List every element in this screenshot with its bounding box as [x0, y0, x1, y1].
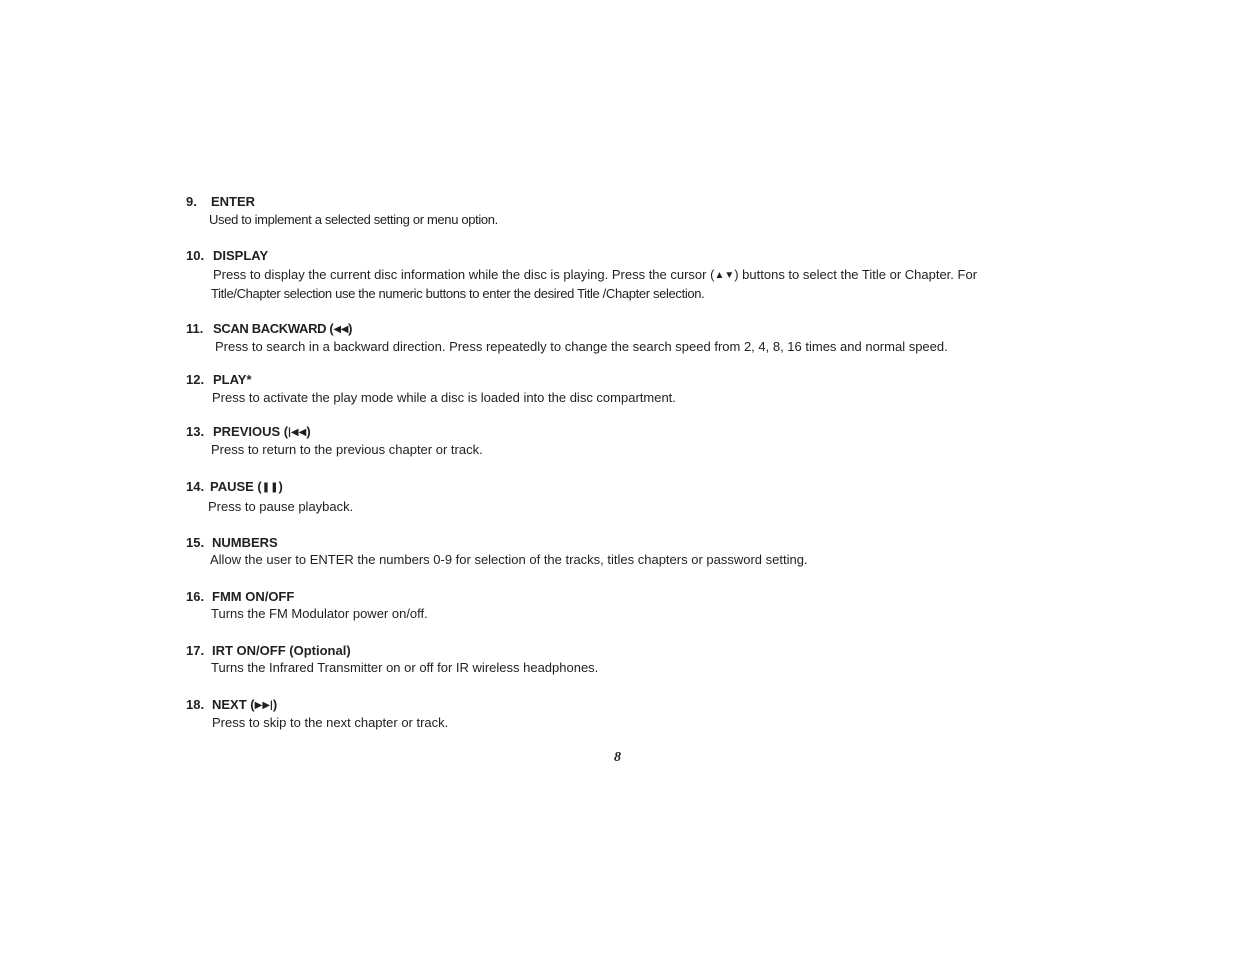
item-title: PREVIOUS ( [213, 424, 289, 439]
item-number: 17. [186, 643, 205, 658]
desc-text: Press to display the current disc information while the disc is playing. Press the cursor ( [213, 267, 715, 282]
pause-icon: ❚❚ [261, 482, 279, 493]
item-description: Press to skip to the next chapter or track. [212, 715, 449, 730]
item-number: 18. [186, 697, 205, 712]
item-title: NEXT ( [212, 697, 255, 712]
list-item-scan-backward [186, 320, 1066, 356]
item-description: Allow the user to ENTER the numbers 0-9 for selection of the tracks, titles chapters or password setting. [210, 552, 808, 567]
item-description: Turns the Infrared Transmitter on or off for IR wireless headphones. [211, 660, 599, 675]
item-number: 9. [186, 194, 197, 209]
item-title: NUMBERS [212, 535, 278, 550]
item-description: Press to return to the previous chapter or track. [211, 442, 483, 457]
item-heading [186, 642, 1066, 659]
item-title: SCAN BACKWARD ( [213, 321, 334, 336]
item-number: 14. [186, 479, 205, 494]
item-heading [186, 423, 1066, 441]
item-title: PAUSE ( [210, 479, 262, 494]
item-description: Press to search in a backward direction. Press repeatedly to change the search speed from 2, 4, 8, 16 times and normal speed. [215, 339, 948, 354]
item-title: IRT ON/OFF (Optional) [212, 643, 351, 658]
list-item-enter [186, 193, 1066, 229]
item-heading [186, 320, 1066, 338]
item-heading [186, 696, 1066, 714]
rewind-icon: ◀◀ [333, 324, 349, 335]
item-heading [186, 247, 1066, 264]
title-end: ) [348, 321, 353, 336]
item-title: DISPLAY [213, 248, 269, 263]
list-item-fmm-on-off [186, 588, 1066, 623]
item-heading [186, 193, 1066, 210]
list-item-display [186, 247, 1066, 303]
title-end: ) [272, 697, 278, 712]
item-number: 12. [186, 372, 205, 387]
item-number: 11. [186, 321, 204, 336]
list-item-next [186, 696, 1066, 732]
item-heading [186, 371, 1066, 388]
item-number: 16. [186, 589, 205, 604]
item-title: ENTER [211, 194, 256, 209]
item-description-line2: Title/Chapter selection use the numeric buttons to enter the desired Title /Chapter selection. [211, 286, 705, 301]
title-end: ) [306, 424, 311, 439]
item-heading [186, 534, 1066, 551]
desc-text: ) buttons to select the Title or Chapter. For [734, 267, 978, 282]
item-heading [186, 478, 1066, 496]
previous-track-icon: |◀◀ [288, 427, 307, 438]
item-title: FMM ON/OFF [212, 589, 295, 604]
item-description: Press to pause playback. [208, 499, 354, 514]
item-title: PLAY* [213, 372, 252, 387]
item-description: Used to implement a selected setting or menu option. [209, 212, 498, 227]
next-track-icon: ▶▶| [254, 700, 273, 711]
item-number: 15. [186, 535, 205, 550]
item-number: 10. [186, 248, 205, 263]
item-number: 13. [186, 424, 205, 439]
page-number: 8 [614, 750, 621, 765]
list-item-previous [186, 423, 1066, 459]
up-down-arrow-icon: ▲▼ [714, 270, 735, 281]
list-item-play [186, 371, 1066, 407]
item-heading [186, 588, 1066, 605]
item-description: Turns the FM Modulator power on/off. [211, 606, 428, 621]
list-item-irt-on-off [186, 642, 1066, 677]
title-end: ) [278, 479, 283, 494]
list-item-numbers [186, 534, 1066, 569]
item-description [213, 266, 1066, 285]
list-item-pause [186, 478, 1066, 516]
item-description: Press to activate the play mode while a disc is loaded into the disc compartment. [212, 390, 676, 405]
